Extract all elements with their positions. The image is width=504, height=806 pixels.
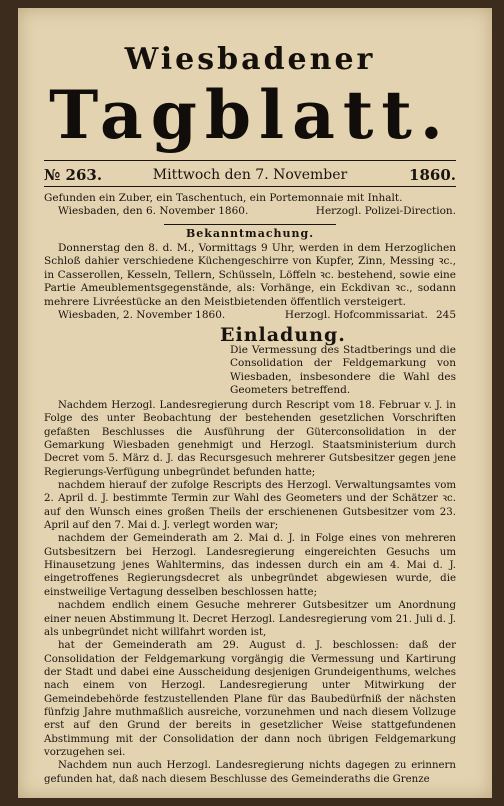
body-paragraph: Nachdem Herzogl. Landesregierung durch Rescript vom 18. Februar v. J. in Folge des unter Beobachtung der bestehenden gesetzlichen Vorschriften gefaßten Beschlusses die Ausführung der Güterconsolidation in der Gemarkung Wiesbaden genehmigt und Herzogl. Staatsministerium durch Decret vom 5. März d. J. das Recursgesuch mehrerer Gutsbesitzer gegen jene Regierungs-Verfügung unbegründet befunden hatte; [44,400,456,478]
issue-date: Mittwoch den 7. November [152,167,348,183]
body-paragraph: hat der Gemeinderath am 29. August d. J. beschlossen: daß der Consolidation der Feldgemarkung vorgängig die Vermessung und Kartirung der Stadt und dabei eine Ausscheidung desjenigen Grundeigenthums, welches nach einem von Herzogl. Landesregierung unter Mitwirkung der Gemeindebehörde festzustellenden Plane für das Baubedürfniß der nächsten fünfzig Jahre muthmaßlich ausreiche, vorzunehmen und nach diesem Vollzuge erst auf den Grund der bereits in gesetzlicher Weise stattgefundenen Abstimmung mit der Consolidation der dann noch übrigen Feldgemarkung vorzugehen sei. [44,640,456,758]
announcement-ref-number: 245 [435,309,456,322]
masthead-title: Tagblatt. [49,76,451,154]
announcement-notice [44,242,456,322]
announcement-text: Donnerstag den 8. d. M., Vormittags 9 Uhr, werden in dem Herzoglichen Schloß dahier verschiedene Küchengeschirre von Kupfer, Zinn, Messing ꝛc., in Casserollen, Kesseln, Tellern, Schüsseln, Löffeln ꝛc. bestehend, sowie eine Partie Ameublementsgegenstände, als: Vorhänge, ein Eckdivan ꝛc., sodann mehrere Livréestücke an den Meistbietenden öffentlich versteigert. [44,242,456,308]
notice-place-date: Wiesbaden, den 6. November 1860. [58,205,249,218]
issue-number: № 263. [44,166,103,184]
masthead-rule-bottom [44,186,456,187]
masthead-rule-top [44,160,456,161]
body-paragraph: nachdem endlich einem Gesuche mehrerer Gutsbesitzer um Anordnung einer neuen Abstimmung lt. Decret Herzogl. Landesregierung vom 21. Juli d. J. als unbegründet nicht willfahrt worden ist, [44,600,456,638]
masthead-top-word: Wiesbadener [124,42,376,77]
invitation-title: Einladung. [220,324,346,346]
lost-found-notice [44,192,456,219]
issue-line [44,164,456,186]
newspaper-page [18,8,492,798]
notice-signature [44,205,456,218]
issue-year: 1860. [409,166,456,184]
announcement-authority: Herzogl. Hofcommissariat. [284,309,428,322]
notice-authority: Herzogl. Polizei-Direction. [315,205,456,218]
section-divider [164,224,336,225]
body-paragraph: nachdem hierauf der zufolge Rescripts des Herzogl. Verwaltungsamtes vom 2. April d. J. bestimmte Termin zur Wahl des Geometers und der Schätzer ꝛc. auf den Wunsch eines großen Theils der erschienenen Gutsbesitzer vom 23. April auf den 7. Mai d. J. verlegt worden war; [44,480,456,532]
announcement-signature [44,309,456,322]
invitation-subject: Die Vermessung des Stadtberings und die Consolidation der Feldgemarkung von Wiesbaden, insbesondere die Wahl des Geometers betreffend. [230,344,456,397]
announcement-place-date: Wiesbaden, 2. November 1860. [58,309,226,322]
body-paragraph: Nachdem nun auch Herzogl. Landesregierung nichts dagegen zu erinnern gefunden hat, daß nach diesem Beschlusse des Gemeinderaths die Grenze [44,760,456,785]
notice-text: Gefunden ein Zuber, ein Taschentuch, ein Portemonnaie mit Inhalt. [44,192,403,204]
body-paragraph: nachdem der Gemeinderath am 2. Mai d. J. in Folge eines von mehreren Gutsbesitzern bei Herzogl. Landesregierung eingereichten Gesuchs um Hinausetzung jenes Wahltermins, das indessen durch ein am 4. Mai d. J. eingetroffenes Regierungsdecret als unbegründet abgewiesen wurde, die einstweilige Vertagung desselben beschlossen hatte; [44,533,456,598]
invitation-body [44,399,456,786]
announcement-title: Bekanntmachung. [185,227,315,240]
